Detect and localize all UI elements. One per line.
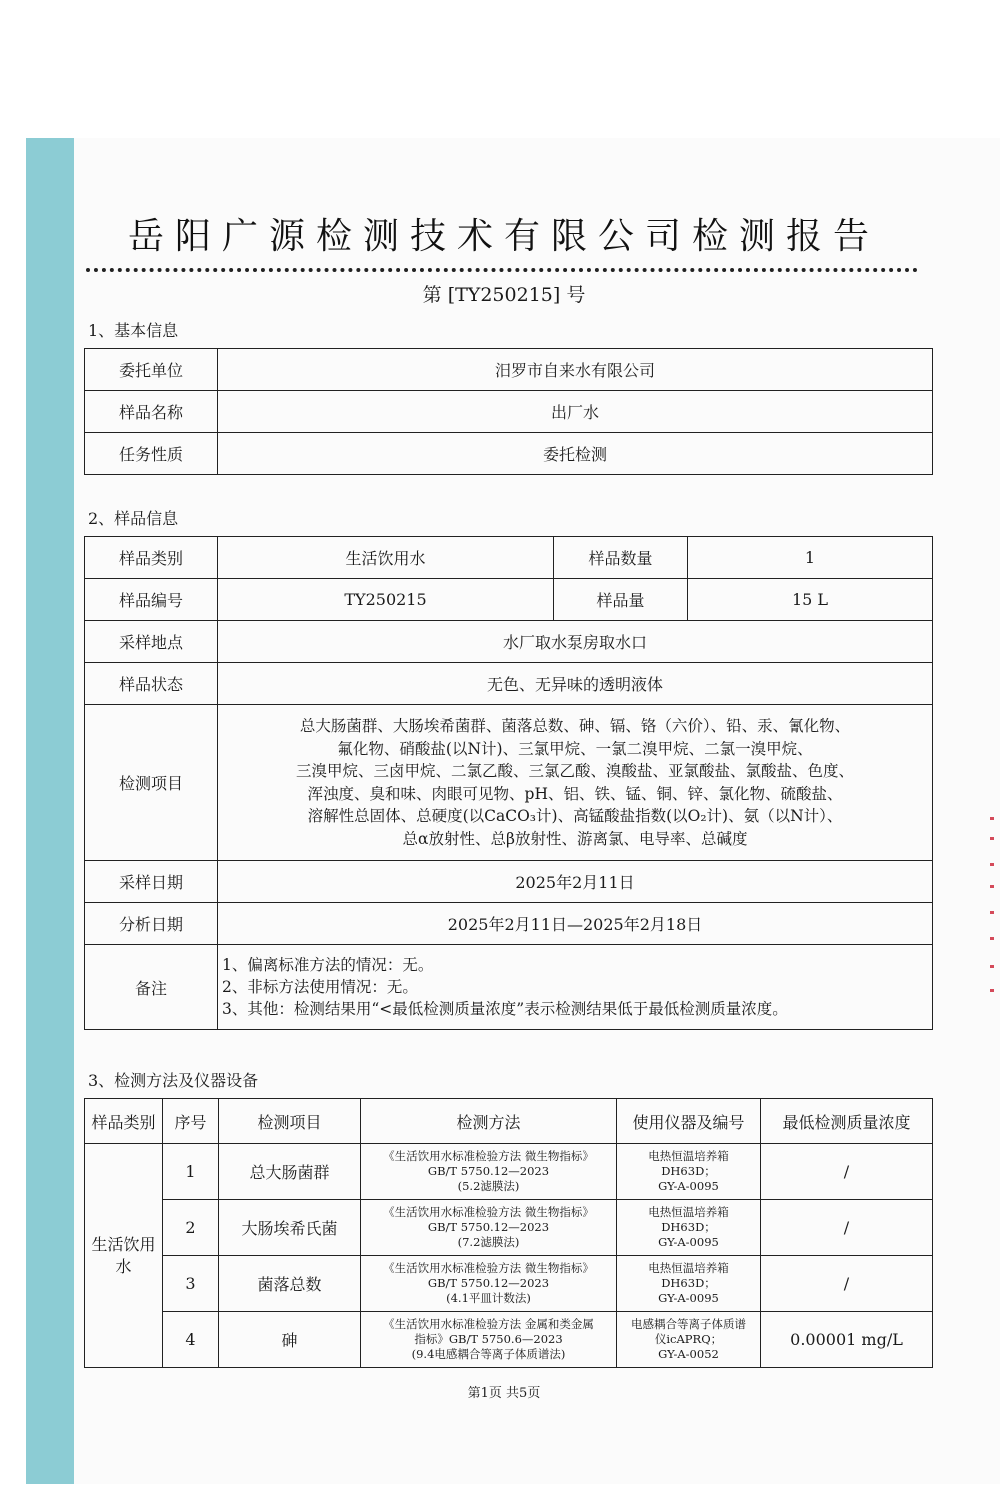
sample-count-value: 1 <box>688 537 933 579</box>
red-stamp-edge-marks <box>990 815 996 995</box>
items-label: 检测项目 <box>85 705 218 861</box>
row-item: 菌落总数 <box>219 1256 361 1312</box>
table-row <box>85 537 933 579</box>
test-items-line: 溶解性总固体、总硬度(以CaCO₃计)、高锰酸盐指数(以O₂计)、氨（以N计）、 <box>307 807 843 825</box>
sample-amount-value: 15 L <box>688 579 933 621</box>
test-items-value <box>218 705 933 861</box>
instrument-line: GY-A-0095 <box>658 1235 719 1249</box>
location-label: 采样地点 <box>85 621 218 663</box>
sample-count-label: 样品数量 <box>554 537 688 579</box>
section-methods-title: 3、检测方法及仪器设备 <box>88 1071 259 1090</box>
table-row <box>85 391 933 433</box>
method-line: 《生活饮用水标准检验方法 微生物指标》 <box>383 1149 594 1163</box>
table-header-row <box>85 1099 933 1144</box>
row-no: 3 <box>163 1256 219 1312</box>
table-row <box>85 903 933 945</box>
col-header-no: 序号 <box>163 1099 219 1144</box>
table-row <box>85 1144 933 1200</box>
method-line: GB/T 5750.12—2023 <box>427 1276 550 1290</box>
test-items-line: 氟化物、硝酸盐(以N计)、三氯甲烷、一氯二溴甲烷、二氯一溴甲烷、 <box>337 739 813 758</box>
row-item: 总大肠菌群 <box>219 1144 361 1200</box>
sample-amount-label: 样品量 <box>554 579 688 621</box>
category-cell: 生活饮用水 <box>85 1144 163 1368</box>
report-number: 第 [TY250215] 号 <box>422 284 586 306</box>
section-basic-info-title: 1、基本信息 <box>88 321 179 340</box>
table-row <box>85 861 933 903</box>
test-items-line: 总大肠菌群、大肠埃希菌群、菌落总数、砷、镉、铬（六价）、铅、汞、氰化物、 <box>299 717 851 735</box>
row-limit: 0.00001 mg/L <box>761 1312 933 1368</box>
method-line: 《生活饮用水标准检验方法 微生物指标》 <box>383 1261 594 1275</box>
client-value: 汨罗市自来水有限公司 <box>218 349 933 391</box>
col-header-instrument: 使用仪器及编号 <box>617 1099 761 1144</box>
instrument-line: 电热恒温培养箱 <box>648 1205 729 1219</box>
analysis-date-value: 2025年2月11日—2025年2月18日 <box>218 903 933 945</box>
page-footer: 第1页 共5页 <box>467 1386 541 1401</box>
basic-info-table <box>84 348 933 475</box>
method-line: (9.4电感耦合等离子体质谱法) <box>411 1347 566 1361</box>
remark-line: 3、其他：检测结果用“<最低检测质量浓度”表示检测结果低于最低检测质量浓度。 <box>222 1000 788 1018</box>
instrument-line: GY-A-0052 <box>658 1347 719 1361</box>
sample-category-label: 样品类别 <box>85 537 218 579</box>
sample-no-value: TY250215 <box>218 579 554 621</box>
method-line: 指标》GB/T 5750.6—2023 <box>414 1332 563 1346</box>
instrument-line: GY-A-0095 <box>658 1291 719 1305</box>
row-instrument <box>617 1200 761 1256</box>
location-value: 水厂取水泵房取水口 <box>218 621 933 663</box>
row-limit: / <box>761 1144 933 1200</box>
task-nature-value: 委托检测 <box>218 433 933 475</box>
table-row <box>85 433 933 475</box>
report-title: 岳阳广源检测技术有限公司检测报告 <box>127 216 880 257</box>
sample-name-value: 出厂水 <box>218 391 933 433</box>
row-instrument <box>617 1144 761 1200</box>
row-no: 1 <box>163 1144 219 1200</box>
state-label: 样品状态 <box>85 663 218 705</box>
methods-table <box>84 1098 933 1368</box>
method-line: 《生活饮用水标准检验方法 微生物指标》 <box>383 1205 594 1219</box>
sample-category-value: 生活饮用水 <box>218 537 554 579</box>
col-header-item: 检测项目 <box>219 1099 361 1144</box>
table-row <box>85 663 933 705</box>
table-row <box>85 705 933 861</box>
row-instrument <box>617 1312 761 1368</box>
sample-name-label: 样品名称 <box>85 391 218 433</box>
instrument-line: 电热恒温培养箱 <box>648 1149 729 1163</box>
remark-line: 1、偏离标准方法的情况：无。 <box>222 956 434 974</box>
dotted-divider <box>86 268 918 272</box>
sample-info-table <box>84 536 933 1030</box>
instrument-line: 电感耦合等离子体质谱 <box>631 1317 746 1331</box>
col-header-limit: 最低检测质量浓度 <box>761 1099 933 1144</box>
table-row <box>85 579 933 621</box>
sample-no-label: 样品编号 <box>85 579 218 621</box>
row-no: 2 <box>163 1200 219 1256</box>
remarks-value <box>218 945 933 1030</box>
method-line: GB/T 5750.12—2023 <box>427 1164 550 1178</box>
table-row <box>85 621 933 663</box>
col-header-category: 样品类别 <box>85 1099 163 1144</box>
table-row <box>85 945 933 1030</box>
section-sample-info-title: 2、样品信息 <box>88 509 179 528</box>
table-row <box>85 349 933 391</box>
row-instrument <box>617 1256 761 1312</box>
method-line: GB/T 5750.12—2023 <box>427 1220 550 1234</box>
instrument-line: 电热恒温培养箱 <box>648 1261 729 1275</box>
row-item: 砷 <box>219 1312 361 1368</box>
row-method <box>361 1312 617 1368</box>
row-no: 4 <box>163 1312 219 1368</box>
method-line: (4.1平皿计数法) <box>446 1291 531 1305</box>
sampling-date-value: 2025年2月11日 <box>218 861 933 903</box>
table-row <box>85 1256 933 1312</box>
row-item: 大肠埃希氏菌 <box>219 1200 361 1256</box>
instrument-line: GY-A-0095 <box>658 1179 719 1193</box>
client-label: 委托单位 <box>85 349 218 391</box>
task-nature-label: 任务性质 <box>85 433 218 475</box>
test-items-line: 总α放射性、总β放射性、游离氯、电导率、总碱度 <box>402 829 748 848</box>
method-line: 《生活饮用水标准检验方法 金属和类金属 <box>383 1317 594 1331</box>
test-items-line: 浑浊度、臭和味、肉眼可见物、pH、铝、铁、锰、铜、锌、氯化物、硫酸盐、 <box>307 784 843 803</box>
remarks-label: 备注 <box>85 945 218 1030</box>
remark-line: 2、非标方法使用情况：无。 <box>222 978 418 996</box>
state-value: 无色、无异味的透明液体 <box>218 663 933 705</box>
table-row <box>85 1200 933 1256</box>
sampling-date-label: 采样日期 <box>85 861 218 903</box>
analysis-date-label: 分析日期 <box>85 903 218 945</box>
row-limit: / <box>761 1200 933 1256</box>
row-limit: / <box>761 1256 933 1312</box>
table-row <box>85 1312 933 1368</box>
row-method <box>361 1200 617 1256</box>
test-items-line: 三溴甲烷、三卤甲烷、二氯乙酸、三氯乙酸、溴酸盐、亚氯酸盐、氯酸盐、色度、 <box>295 762 854 780</box>
row-method <box>361 1256 617 1312</box>
method-line: (5.2滤膜法) <box>457 1179 520 1193</box>
col-header-method: 检测方法 <box>361 1099 617 1144</box>
scan-side-strip <box>26 138 74 1484</box>
instrument-line: DH63D； <box>661 1276 716 1290</box>
instrument-line: DH63D； <box>661 1220 716 1234</box>
row-method <box>361 1144 617 1200</box>
instrument-line: DH63D； <box>661 1164 716 1178</box>
instrument-line: 仪icAPRQ； <box>654 1332 723 1346</box>
method-line: (7.2滤膜法) <box>457 1235 520 1249</box>
